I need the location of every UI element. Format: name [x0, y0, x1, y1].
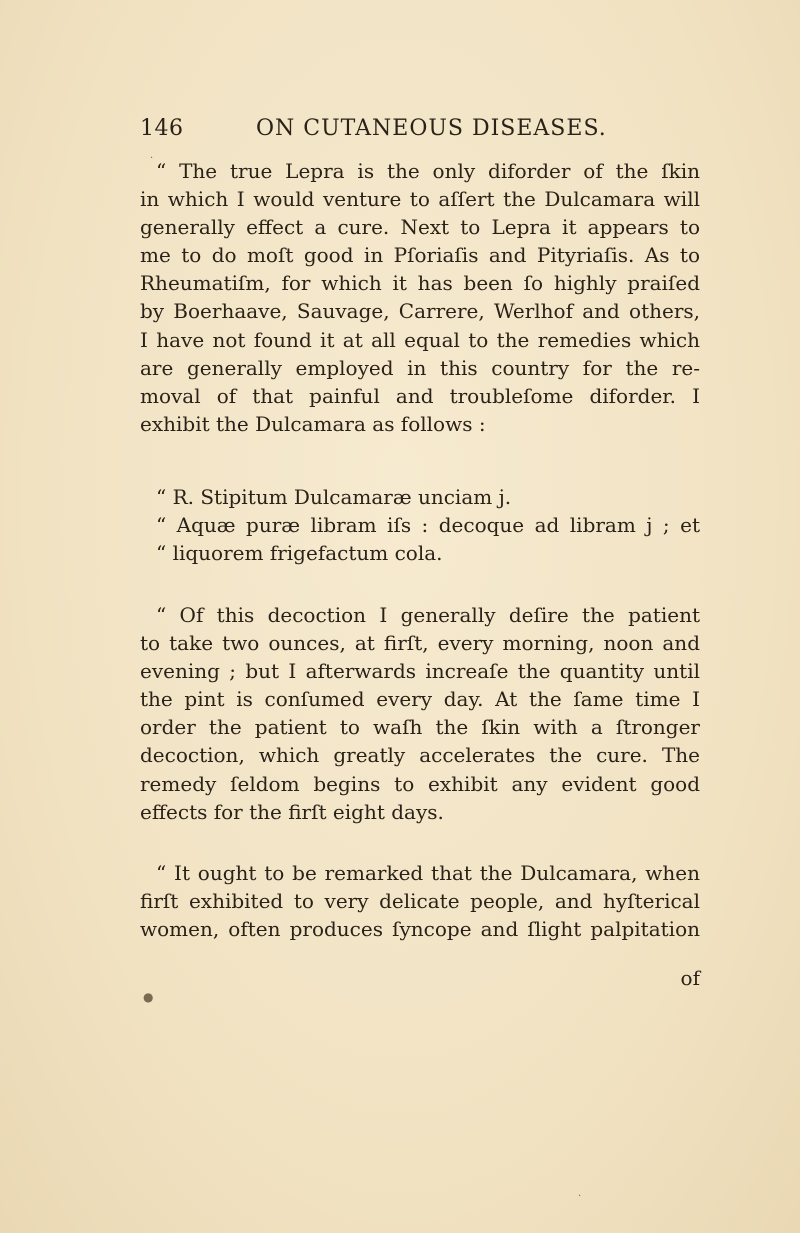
text-line: generally effect a cure. Next to Lepra it appears to — [140, 215, 700, 240]
recipe-line: “ R. Stipitum Dulcamaræ unciam j. — [156, 485, 512, 509]
ink-speck: · — [150, 153, 154, 164]
recipe-line: “ Aquæ puræ libram iſs : decoque ad libram j ; et — [156, 513, 700, 538]
text-line: the pint is conſumed every day. At the ſame time I — [140, 687, 700, 712]
text-line: “ Of this decoction I generally deſire the patient — [156, 603, 700, 627]
text-line: I have not found it at all equal to the remedies which — [140, 327, 700, 352]
text-line: in which I would venture to aſſert the Dulcamara will — [140, 187, 700, 212]
text-line: evening ; but I afterwards increaſe the quantity until — [140, 659, 700, 684]
text-line: remedy ſeldom begins to exhibit any evident good — [140, 771, 700, 796]
text-line: are generally employed in this country for the re- — [140, 355, 700, 380]
text-line: decoction, which greatly accelerates the cure. The — [140, 743, 700, 768]
text-line: effects for the firſt eight days. — [140, 799, 444, 824]
text-line: to take two ounces, at firſt, every morning, noon and — [140, 631, 700, 656]
text-line: exhibit the Dulcamara as follows : — [140, 411, 486, 436]
paragraph-decoction — [140, 601, 700, 826]
text-line: women, often produces ſyncope and ſlight palpitation — [140, 917, 700, 942]
text-line: by Boerhaave, Sauvage, Carrere, Werlhof and others, — [140, 299, 700, 324]
recipe-line: “ liquorem frigefactum cola. — [156, 541, 443, 566]
paragraph-remark — [140, 859, 700, 943]
paragraph-recipe — [140, 483, 700, 567]
text-line: firſt exhibited to very delicate people, and hyſterical — [140, 889, 700, 914]
text-line: moval of that painful and troubleſome diforder. I — [140, 383, 700, 408]
text-line: order the patient to waſh the ſkin with a ſtronger — [140, 715, 700, 740]
paragraph-lepra — [140, 157, 700, 438]
ink-blot: ● — [143, 990, 154, 1004]
page-header — [140, 116, 700, 150]
text-line: me to do moſt good in Pſoriaſis and Pityriaſis. As to — [140, 243, 700, 268]
text-line: “ The true Lepra is the only diforder of the ſkin — [156, 159, 700, 183]
running-title: ON CUTANEOUS DISEASES. — [256, 116, 607, 141]
catchword: of — [680, 966, 700, 990]
text-line: Rheumatiſm, for which it has been ſo highly praiſed — [140, 271, 700, 296]
page-number: 146 — [140, 116, 184, 141]
ink-speck: · — [578, 1191, 582, 1202]
text-line: “ It ought to be remarked that the Dulcamara, when — [156, 861, 700, 885]
